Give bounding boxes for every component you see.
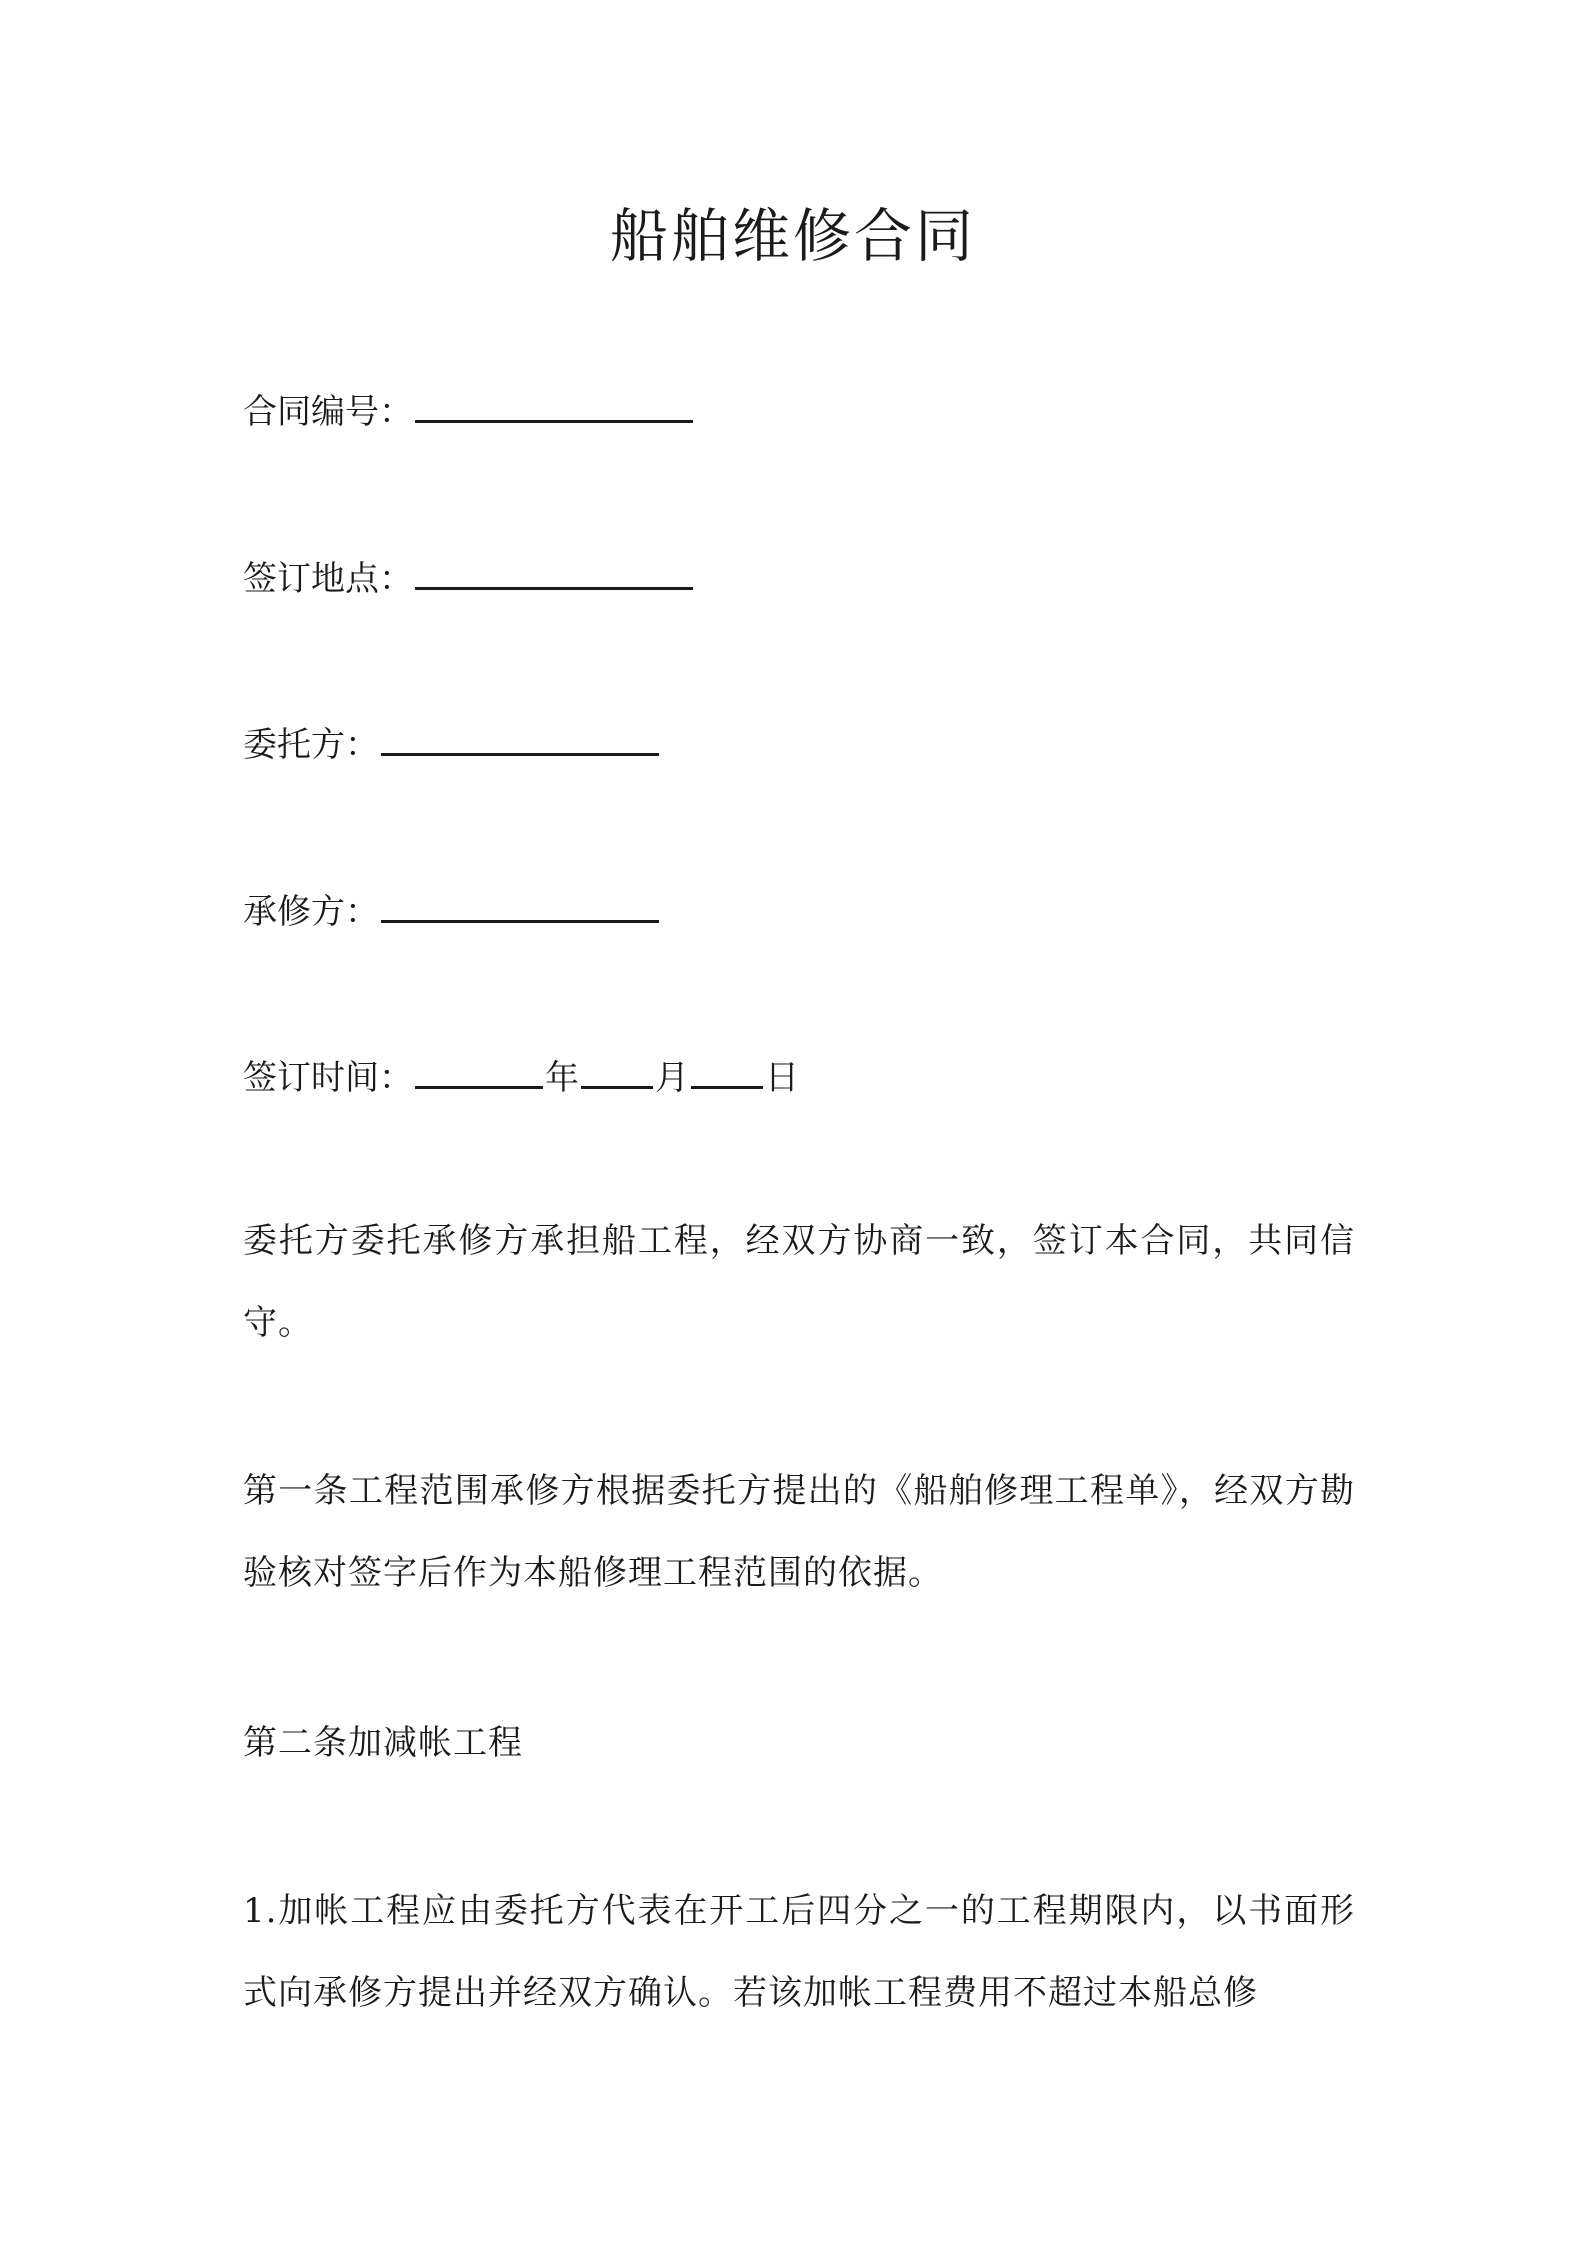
contractor-field [243, 880, 661, 936]
contractor-blank[interactable] [381, 880, 659, 923]
month-blank[interactable] [581, 1046, 653, 1089]
sign-time-field [243, 1046, 799, 1102]
day-blank[interactable] [691, 1046, 763, 1089]
year-blank[interactable] [415, 1046, 543, 1089]
year-label: 年 [545, 1058, 579, 1098]
day-label: 日 [765, 1058, 799, 1098]
document-title: 船舶维修合同 [609, 202, 976, 270]
contract-number-blank[interactable] [415, 380, 693, 423]
client-field [243, 713, 661, 769]
contractor-label: 承修方： [243, 892, 379, 932]
intro-paragraph: 委托方委托承修方承担船工程，经双方协商一致，签订本合同，共同信守。 [243, 1221, 1355, 1343]
sign-place-field [243, 547, 695, 603]
article2-heading: 第二条加减帐工程 [243, 1723, 523, 1763]
client-blank[interactable] [381, 713, 659, 756]
contract-number-field [243, 380, 695, 436]
sign-time-label: 签订时间： [243, 1058, 413, 1098]
sign-place-label: 签订地点： [243, 559, 413, 599]
article1-paragraph: 第一条工程范围承修方根据委托方提出的《船舶修理工程单》，经双方勘验核对签字后作为本船修理工程范围的依据。 [243, 1471, 1355, 1593]
article2-item1-paragraph: 1.加帐工程应由委托方代表在开工后四分之一的工程期限内，以书面形式向承修方提出并经双方确认。若该加帐工程费用不超过本船总修 [243, 1891, 1355, 2013]
sign-place-blank[interactable] [415, 547, 693, 590]
month-label: 月 [655, 1058, 689, 1098]
contract-number-label: 合同编号： [243, 392, 413, 432]
client-label: 委托方： [243, 725, 379, 765]
